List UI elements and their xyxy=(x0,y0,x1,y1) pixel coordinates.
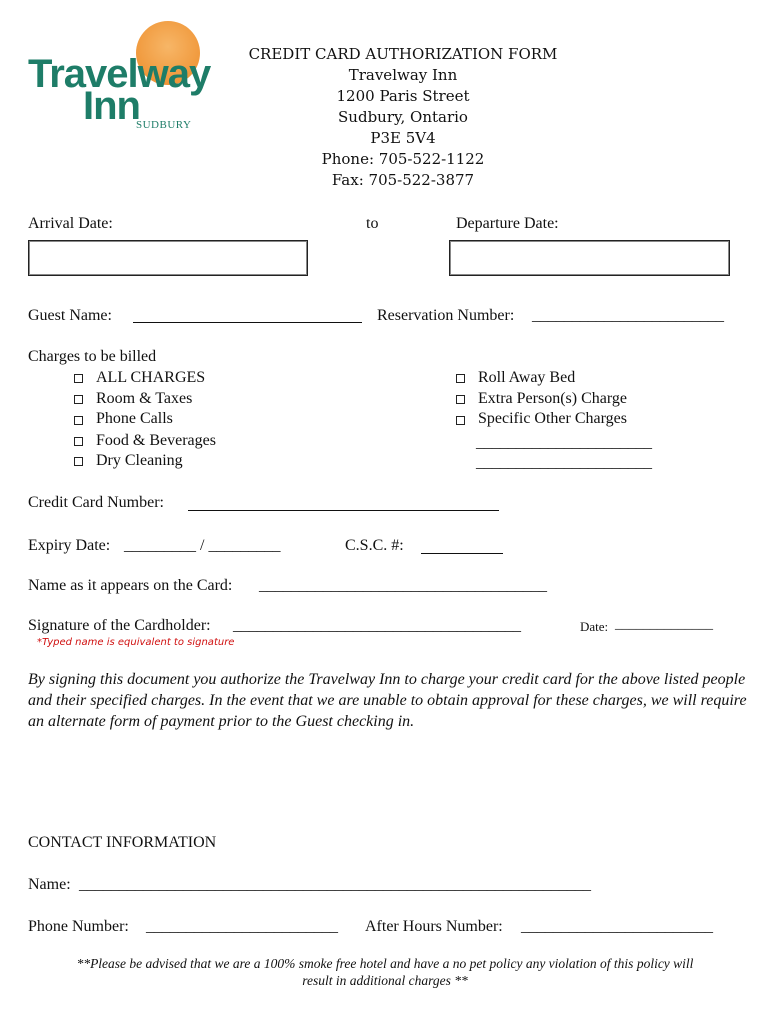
policy-note-line2: result in additional charges ** xyxy=(302,973,468,988)
hotel-phone: Phone: 705-522-1122 xyxy=(321,150,485,168)
to-label: to xyxy=(366,215,379,232)
authorization-statement: By signing this document you authorize the Travelway Inn to charge your credit card for the above listed people and their specified charges. In the event that we are unable to obtain approval for these charges, we will require an alternate form of payment prior to the Guest checking in. xyxy=(28,671,747,730)
policy-note-line1: **Please be advised that we are a 100% smoke free hotel and have a no pet policy any violation of this policy will xyxy=(76,956,694,971)
contact-phone-label: Phone Number: xyxy=(28,918,129,935)
charge-option-label: Specific Other Charges xyxy=(478,410,627,427)
contact-heading: CONTACT INFORMATION xyxy=(28,834,217,851)
guest-name-label: Guest Name: xyxy=(28,307,112,324)
csc-field[interactable] xyxy=(421,553,503,554)
departure-date-label: Departure Date: xyxy=(456,215,559,232)
charges-heading: Charges to be billed xyxy=(28,348,157,365)
reservation-number-label: Reservation Number: xyxy=(377,307,515,324)
hotel-fax: Fax: 705-522-3877 xyxy=(331,171,475,189)
expiry-date-field[interactable]: _________ / _________ xyxy=(124,537,281,554)
contact-name-field[interactable]: ________________________________________________________________ xyxy=(79,876,591,893)
checkbox-extra-person[interactable] xyxy=(456,395,465,404)
arrival-date-label: Arrival Date: xyxy=(28,215,113,232)
card-number-field[interactable] xyxy=(188,510,499,511)
charge-option-label: Food & Beverages xyxy=(96,432,216,449)
contact-name-label: Name: xyxy=(28,876,71,893)
checkbox-roll-away-bed[interactable] xyxy=(456,374,465,383)
checkbox-room-taxes[interactable] xyxy=(74,395,83,404)
other-charges-line[interactable]: ______________________ xyxy=(476,454,652,471)
charge-option-label: Roll Away Bed xyxy=(478,369,576,386)
card-number-label: Credit Card Number: xyxy=(28,494,164,511)
form-title: CREDIT CARD AUTHORIZATION FORM xyxy=(248,45,558,63)
typed-signature-note: *Typed name is equivalent to signature xyxy=(37,637,235,648)
checkbox-food-beverages[interactable] xyxy=(74,437,83,446)
charge-option-label: Extra Person(s) Charge xyxy=(478,390,627,407)
logo-wordmark-travelway: Travelway xyxy=(28,52,211,96)
after-hours-label: After Hours Number: xyxy=(365,918,503,935)
contact-phone-field[interactable]: ________________________ xyxy=(146,918,338,935)
guest-name-field[interactable] xyxy=(133,322,362,323)
signature-date-field[interactable]: ______________ xyxy=(615,617,713,632)
signature-label: Signature of the Cardholder: xyxy=(28,617,211,634)
date-label: Date: xyxy=(580,619,609,634)
logo-location: SUDBURY xyxy=(136,119,192,131)
hotel-city: Sudbury, Ontario xyxy=(338,108,468,126)
hotel-postal: P3E 5V4 xyxy=(370,129,436,147)
charge-option-label: Dry Cleaning xyxy=(96,452,183,469)
charge-option-label: Phone Calls xyxy=(96,410,173,427)
checkbox-all-charges[interactable] xyxy=(74,374,83,383)
hotel-street: 1200 Paris Street xyxy=(336,87,470,105)
signature-field[interactable]: ____________________________________ xyxy=(233,617,521,634)
card-name-field[interactable]: ____________________________________ xyxy=(259,577,547,594)
departure-date-field[interactable] xyxy=(449,240,730,276)
expiry-date-label: Expiry Date: xyxy=(28,537,111,554)
after-hours-field[interactable]: ________________________ xyxy=(521,918,713,935)
card-name-label: Name as it appears on the Card: xyxy=(28,577,233,594)
arrival-date-field[interactable] xyxy=(28,240,308,276)
charge-option-label: Room & Taxes xyxy=(96,390,193,407)
logo-wordmark-inn: Inn xyxy=(83,84,140,128)
csc-label: C.S.C. #: xyxy=(345,537,404,554)
checkbox-phone-calls[interactable] xyxy=(74,416,83,425)
reservation-number-field[interactable]: ________________________ xyxy=(532,307,724,324)
checkbox-specific-other[interactable] xyxy=(456,416,465,425)
charge-option-label: ALL CHARGES xyxy=(96,369,206,386)
hotel-name: Travelway Inn xyxy=(348,66,458,84)
other-charges-line[interactable]: ______________________ xyxy=(476,434,652,451)
checkbox-dry-cleaning[interactable] xyxy=(74,457,83,466)
